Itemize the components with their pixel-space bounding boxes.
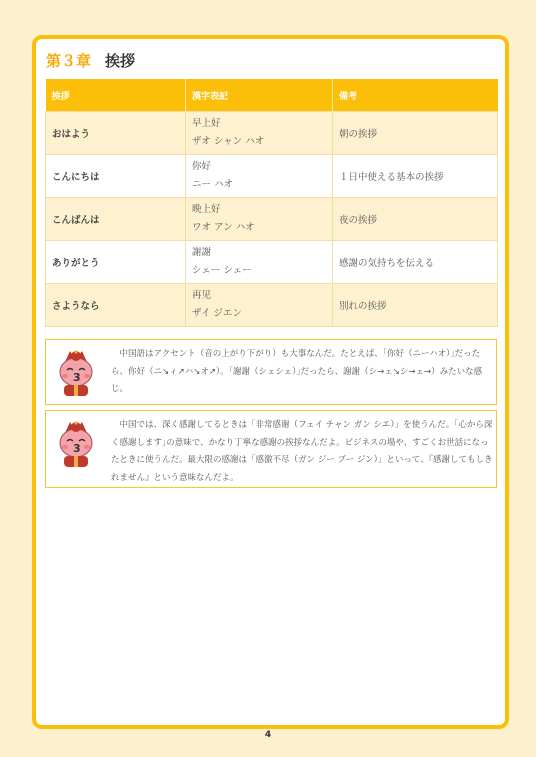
kanji-text: 謝謝 (192, 247, 212, 258)
table-row (46, 198, 498, 241)
greeting-cell: こんにちは (46, 155, 186, 198)
page-number: 4 (264, 730, 272, 740)
greeting-cell: こんばんは (46, 198, 186, 241)
kanji-text: 你好 (192, 161, 212, 172)
note-cell: 朝の挨拶 (333, 112, 498, 155)
svg-text:3: 3 (73, 371, 81, 384)
chapter-title (46, 51, 135, 71)
note-text: 中国では、深く感謝してるときは「非常感谢（フェイ チャン ガン シエ）」を使うんだ。｢心から深く感謝します｣の意味で、かなり丁寧な感謝の挨拶なんだよ。ビジネスの場や、すごくお世話になったときに使うんだ。最大限の感謝は「感激不尽（ガン ジー ブー ジン）」といって、『感謝してもしきれません』という意味なんだよ。 (111, 420, 493, 483)
table-row (46, 112, 498, 155)
kanji-cell (186, 241, 333, 284)
greeting-cell: おはよう (46, 112, 186, 155)
svg-text:3: 3 (73, 442, 81, 455)
speech-note-box (45, 410, 497, 488)
note-cell: 感謝の気持ちを伝える (333, 241, 498, 284)
note-text: 中国語はアクセント（音の上がり下がり）も大事なんだ。たとえば、｢你好（ニーハオ）｣だったら、你好（ニ↘ィ↗ハ↘オ↗）。｢謝謝（シェシェ）｣だったら、謝謝（シ→ェ↘シ→ェ→）みたいな感じ。 (111, 349, 483, 394)
table-row (46, 284, 498, 327)
header-kanji: 漢字表記 (186, 79, 333, 112)
header-greeting: 挨拶 (46, 79, 186, 112)
table-row (46, 241, 498, 284)
reading-text: ニー ハオ (192, 179, 234, 190)
table-row (46, 155, 498, 198)
reading-text: ワオ アン ハオ (192, 222, 255, 233)
greeting-cell: ありがとう (46, 241, 186, 284)
header-note: 備考 (333, 79, 498, 112)
table-header-row (46, 79, 498, 112)
chapter-number: 第３章 (46, 52, 92, 70)
pig-mascot-icon (54, 348, 98, 398)
kanji-cell (186, 284, 333, 327)
note-cell: １日中使える基本の挨拶 (333, 155, 498, 198)
greeting-cell: さようなら (46, 284, 186, 327)
reading-text: ザイ ジエン (192, 308, 242, 319)
kanji-cell (186, 155, 333, 198)
note-cell: 夜の挨拶 (333, 198, 498, 241)
kanji-cell (186, 112, 333, 155)
reading-text: ザオ シャン ハオ (192, 136, 265, 147)
kanji-text: 早上好 (192, 118, 221, 129)
greetings-table (45, 79, 498, 327)
chapter-name: 挨拶 (105, 52, 136, 70)
speech-note-box (45, 339, 497, 405)
reading-text: シェー シェー (192, 265, 252, 276)
pig-mascot-icon (54, 419, 98, 469)
note-cell: 別れの挨拶 (333, 284, 498, 327)
page-frame (32, 35, 509, 729)
kanji-cell (186, 198, 333, 241)
kanji-text: 晩上好 (192, 204, 221, 215)
kanji-text: 再见 (192, 290, 212, 301)
